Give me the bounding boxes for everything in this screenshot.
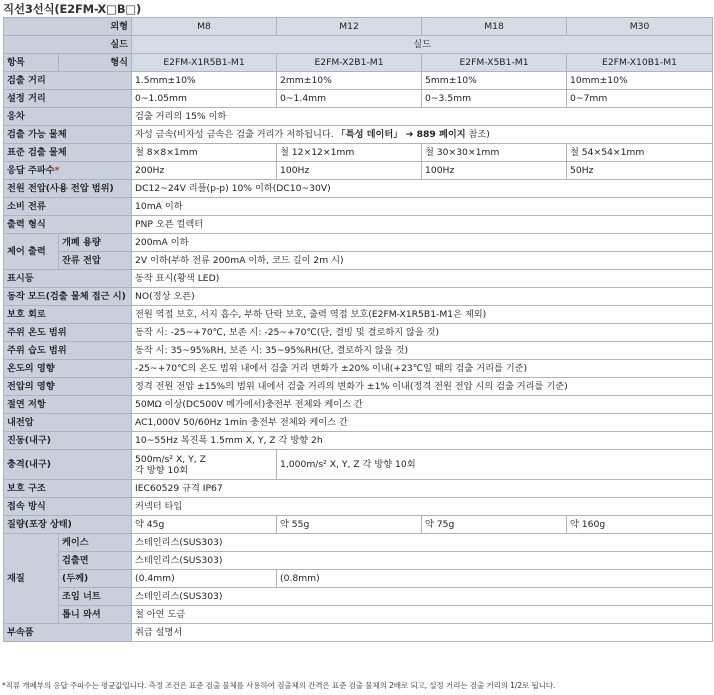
item-label: 항목 (4, 54, 59, 72)
size-m30: M30 (567, 18, 713, 36)
table-row (4, 18, 713, 36)
cell: 스테인리스(SUS303) (132, 552, 713, 570)
cell: 2mm±10% (277, 72, 422, 90)
footnote: *직류 개폐부의 응답 주파수는 평균값입니다. 측정 조건은 표준 검출 물체를 사용하여 검출체의 간격은 표준 검출 물체의 2배로 되고, 설정 거리는 검출 거리의 1/2로 됩니다. (2, 681, 556, 690)
row-label: 질량(포장 상태) (4, 516, 132, 534)
cell-text: 500m/s² X, Y, Z (135, 453, 206, 465)
sub-label: 잔류 전압 (59, 252, 132, 270)
row-label: 주위 온도 범위 (4, 324, 132, 342)
table-row (4, 54, 713, 72)
table-row (4, 378, 713, 396)
cell: NO(정상 오픈) (132, 288, 713, 306)
row-label: 동작 모드(검출 물체 접근 시) (4, 288, 132, 306)
row-label: 표준 검출 물체 (4, 144, 132, 162)
page-ref: ➔ 889 페이지 (402, 129, 466, 140)
row-label: 내전압 (4, 414, 132, 432)
row-label: 보호 구조 (4, 480, 132, 498)
row-label: 진동(내구) (4, 432, 132, 450)
sub-label: 케이스 (59, 534, 132, 552)
table-row (4, 252, 713, 270)
row-label: 전압의 영향 (4, 378, 132, 396)
row-label: 검출 거리 (4, 72, 132, 90)
sub-label: (두께) (59, 570, 132, 588)
cell-text: 자성 금속(비자성 금속은 검출 거리가 저하됩니다. (135, 129, 337, 140)
cell: 100Hz (422, 162, 567, 180)
table-row (4, 414, 713, 432)
cell: 전원 역접 보호, 서지 흡수, 부하 단락 보호, 출력 역접 보호(E2FM-X1R5B1-M1은 제외) (132, 306, 713, 324)
table-row (4, 198, 713, 216)
cell-text: 「특성 데이터」 (336, 129, 403, 140)
cell: 약 160g (567, 516, 713, 534)
cell: 동작 시: -25~+70℃, 보존 시: -25~+70℃(단, 결빙 및 결로하지 않을 것) (132, 324, 713, 342)
table-row (4, 162, 713, 180)
cell (132, 126, 713, 144)
model-1: E2FM-X1R5B1-M1 (132, 54, 277, 72)
table-row (4, 588, 713, 606)
footnote-mark: * (54, 165, 60, 176)
cell: 철 12×12×1mm (277, 144, 422, 162)
table-row (4, 450, 713, 480)
cell: 동작 시: 35~95%RH, 보존 시: 35~95%RH(단, 결로하지 않을 것) (132, 342, 713, 360)
table-row (4, 624, 713, 642)
cell: 약 75g (422, 516, 567, 534)
cell: 200mA 이하 (132, 234, 713, 252)
cell (132, 450, 277, 480)
cell: 검출 거리의 15% 이하 (132, 108, 713, 126)
table-row (4, 144, 713, 162)
table-row (4, 288, 713, 306)
table-row (4, 180, 713, 198)
cell: 약 55g (277, 516, 422, 534)
row-label: 제어 출력 (4, 234, 59, 270)
row-label: 전원 전압(사용 전압 범위) (4, 180, 132, 198)
table-row (4, 360, 713, 378)
cell: 커넥터 타입 (132, 498, 713, 516)
row-label: 검출 가능 물체 (4, 126, 132, 144)
table-row (4, 216, 713, 234)
page-title: 직선3선식(E2FM-X□B□) (3, 2, 142, 16)
cell: DC12~24V 리플(p-p) 10% 이하(DC10~30V) (132, 180, 713, 198)
cell: 정격 전원 전압 ±15%의 범위 내에서 검출 거리의 변화가 ±1% 이내(정격 전원 전압 시의 검출 거리를 기준) (132, 378, 713, 396)
table-row (4, 72, 713, 90)
row-label: 출력 형식 (4, 216, 132, 234)
cell: 0~7mm (567, 90, 713, 108)
table-row (4, 552, 713, 570)
table-row (4, 606, 713, 624)
table-row (4, 342, 713, 360)
row-label: 보호 회로 (4, 306, 132, 324)
size-m18: M18 (422, 18, 567, 36)
cell: 2V 이하(부하 전류 200mA 이하, 코드 길이 2m 시) (132, 252, 713, 270)
table-row (4, 306, 713, 324)
model-4: E2FM-X10B1-M1 (567, 54, 713, 72)
row-label (4, 162, 132, 180)
shield-label: 실드 (4, 36, 132, 54)
shield-value: 실드 (132, 36, 713, 54)
model-2: E2FM-X2B1-M1 (277, 54, 422, 72)
row-label: 주위 습도 범위 (4, 342, 132, 360)
row-label: 표시등 (4, 270, 132, 288)
cell: 50Hz (567, 162, 713, 180)
table-row (4, 108, 713, 126)
table-row (4, 36, 713, 54)
row-label-text: 응답 주파수 (7, 165, 55, 176)
table-row (4, 396, 713, 414)
row-label: 재질 (4, 534, 59, 624)
cell-text: 각 방향 10회 (135, 464, 189, 476)
sub-label: 검출면 (59, 552, 132, 570)
sub-label: 톱니 와셔 (59, 606, 132, 624)
table-row (4, 90, 713, 108)
cell: -25~+70℃의 온도 범위 내에서 검출 거리 변화가 ±20% 이내(+23℃일 때의 검출 거리를 기준) (132, 360, 713, 378)
cell: (0.8mm) (277, 570, 713, 588)
cell: 10~55Hz 복진폭 1.5mm X, Y, Z 각 방향 2h (132, 432, 713, 450)
table-row (4, 480, 713, 498)
cell: 스테인리스(SUS303) (132, 588, 713, 606)
cell: 1,000m/s² X, Y, Z 각 방향 10회 (277, 450, 713, 480)
cell: 5mm±10% (422, 72, 567, 90)
sub-label: 개폐 용량 (59, 234, 132, 252)
shape-label: 외형 (4, 18, 132, 36)
table-row (4, 270, 713, 288)
row-label: 온도의 영향 (4, 360, 132, 378)
cell: 약 45g (132, 516, 277, 534)
table-row (4, 570, 713, 588)
cell: 철 30×30×1mm (422, 144, 567, 162)
cell: 10mA 이하 (132, 198, 713, 216)
cell: 0~3.5mm (422, 90, 567, 108)
table-row (4, 516, 713, 534)
cell: 200Hz (132, 162, 277, 180)
cell: 동작 표시(황색 LED) (132, 270, 713, 288)
row-label: 소비 전류 (4, 198, 132, 216)
cell: 0~1.05mm (132, 90, 277, 108)
cell: 100Hz (277, 162, 422, 180)
table-row (4, 534, 713, 552)
row-label: 부속품 (4, 624, 132, 642)
cell: 취급 설명서 (132, 624, 713, 642)
cell: IEC60529 규격 IP67 (132, 480, 713, 498)
spec-table (3, 17, 713, 642)
cell: AC1,000V 50/60Hz 1min 충전부 전체와 케이스 간 (132, 414, 713, 432)
cell: 0~1.4mm (277, 90, 422, 108)
size-m12: M12 (277, 18, 422, 36)
row-label: 충격(내구) (4, 450, 132, 480)
cell: 철 54×54×1mm (567, 144, 713, 162)
table-row (4, 234, 713, 252)
cell: 1.5mm±10% (132, 72, 277, 90)
cell: (0.4mm) (132, 570, 277, 588)
table-row (4, 432, 713, 450)
model-label: 형식 (59, 54, 132, 72)
cell: 10mm±10% (567, 72, 713, 90)
table-row (4, 498, 713, 516)
cell: 철 아연 도금 (132, 606, 713, 624)
cell: 50MΩ 이상(DC500V 메가에서)충전부 전체와 케이스 간 (132, 396, 713, 414)
row-label: 절연 저항 (4, 396, 132, 414)
size-m8: M8 (132, 18, 277, 36)
table-row (4, 126, 713, 144)
model-3: E2FM-X5B1-M1 (422, 54, 567, 72)
cell: 스테인리스(SUS303) (132, 534, 713, 552)
table-row (4, 324, 713, 342)
row-label: 응차 (4, 108, 132, 126)
cell: 철 8×8×1mm (132, 144, 277, 162)
row-label: 접속 방식 (4, 498, 132, 516)
cell: PNP 오픈 컬렉터 (132, 216, 713, 234)
sub-label: 조임 너트 (59, 588, 132, 606)
row-label: 설정 거리 (4, 90, 132, 108)
cell-text: 참조) (465, 129, 490, 140)
